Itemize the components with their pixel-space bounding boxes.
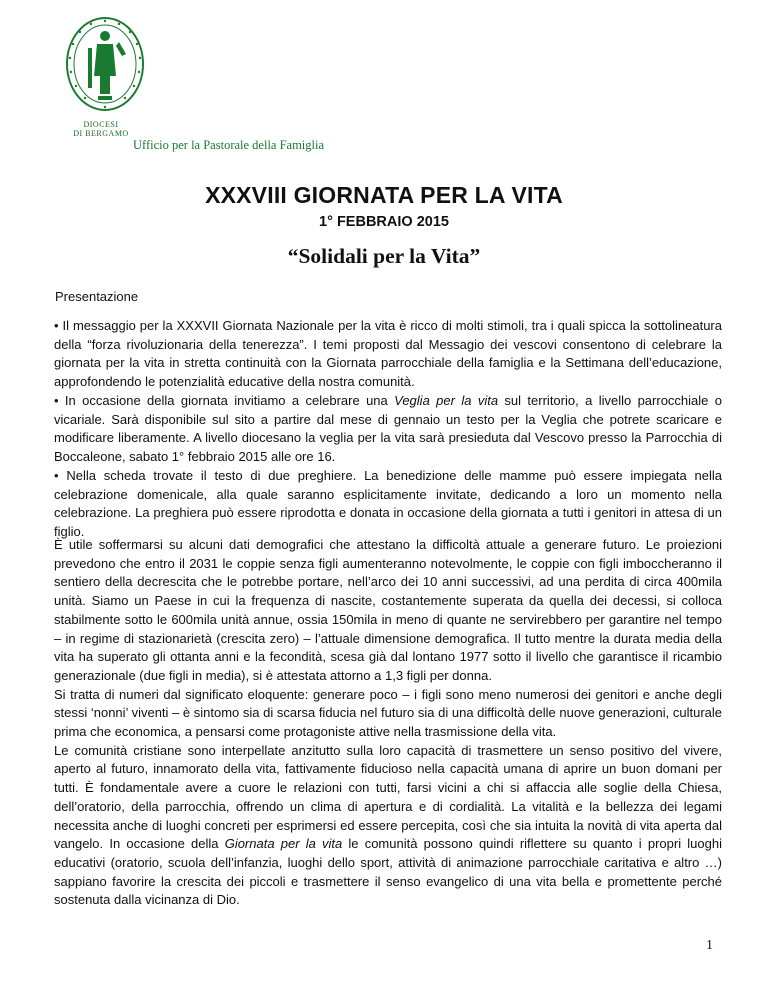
diocese-line-1: DIOCESI <box>83 120 119 129</box>
paragraph-2 <box>54 392 722 467</box>
diocese-name <box>70 120 132 138</box>
paragraph-group-main <box>54 536 722 910</box>
diocese-line-2: DI BERGAMO <box>73 129 129 138</box>
section-label: Presentazione <box>55 289 139 304</box>
paragraph-2-text-b: sul territorio, a livello parrocchiale o vicariale. Sarà disponibile sul sito a partire dal mese di gennaio un testo per la Veglia che potrete scaricare e modificare liberamente. A livello diocesano la veglia per la vita sarà presieduta dal Vescovo presso la Parrocchia di Boccaleone, sabato 1° febbraio 2015 alle ore 16. <box>54 393 722 465</box>
paragraph-1-text: • Il messaggio per la XXXVII Giornata Nazionale per la vita è ricco di molti stimoli, tra i quali spicca la sottolineatura della “forza rivoluzionaria della tenerezza”. I temi proposti dal Messagio dei vescovi consentono di celebrare la giornata per la vita in stretta continuità con la Giornata parrocchiale della famiglia e la Settimana dell’educazione, approfondendo le potenzialità educative della nostra comunità. <box>54 318 722 390</box>
paragraph-6-text-b: le comunità possono quindi riflettere su quanto i propri luoghi educativi (oratorio, scuola dell’infanzia, luoghi dello sport, attività di animazione parrocchiale caritativa e altro …) sappiano favorire la crescita dei piccoli e trasmettere il senso evangelico di una vita bella e promettente perché sostenuta dalla vicinanza di Dio. <box>54 836 722 908</box>
page-title: XXXVIII GIORNATA PER LA VITA <box>205 182 563 208</box>
diocese-seal-icon <box>64 14 146 114</box>
paragraph-3 <box>54 467 722 542</box>
paragraph-2-italic: Veglia per la vita <box>394 393 499 408</box>
paragraph-1 <box>54 317 722 392</box>
page-number: 1 <box>706 938 713 953</box>
paragraph-6-italic: Giornata per la vita <box>224 836 343 852</box>
office-name: Ufficio per la Pastorale della Famiglia <box>133 138 325 152</box>
event-date: 1° FEBBRAIO 2015 <box>319 214 449 230</box>
paragraph-4-text: È utile soffermarsi su alcuni dati demografici che attestano la difficoltà attuale a generare futuro. Le proiezioni prevedono che entro il 2031 le coppie senza figli aumenteranno notevolmente, le coppie con figli imboccheranno il sentiero della decrescita che le potrebbe portare, nell’arco dei 10 anni successivi, ad una perdita di circa 400mila unità. Siamo un Paese in cui la frequenza di nascite, costantemente superata da quella dei decessi, si colloca stabilmente sotto le 600mila unità annue, ossia 150mila in meno di quante ne servirebbero per garantire nel tempo – in regime di stazionarietà (crescita zero) – l’attuale dimensione demografica. Il tutto mentre la durata media della vita ha superato gli ottanta anni e la fecondità, scesa già dal lontano 1977 sotto il livello che garantisce il ricambio generazionale (due figli in media), si è attestata attorno a 1,3 figli per donna. <box>54 537 722 683</box>
paragraph-6 <box>54 742 722 910</box>
motto: “Solidali per la Vita” <box>287 244 481 268</box>
paragraph-5-text: Si tratta di numeri dal significato eloquente: generare poco – i figli sono meno numerosi dei genitori e anche degli stessi ‘nonni’ viventi – è sintomo sia di scarsa fiducia nel futuro sia di una difficoltà delle nuove generazioni, culturale prima che economica, a pensarsi come protagoniste attive nella trasmissione della vita. <box>54 686 722 740</box>
paragraph-6-text-a: Le comunità cristiane sono interpellate anzitutto sulla loro capacità di trasmettere un senso positivo del vivere, aperto al futuro, innamorato della vita, fattivamente fiducioso nella capacità umana di aprire un buon domani per tutti. È fondamentale avere a cuore le relazioni con tutti, farsi vicini a chi si affaccia alle soglie della Chiesa, dell’oratorio, della parrocchia, offrendo un clima di apertura e di cordialità. La vitalità e la bellezza dei legami necessita anche di luoghi concreti per esprimersi ed essere percepita, così che sia intuita la novità di vita aperta dal vangelo. In occasione della <box>54 742 722 852</box>
paragraph-3-text: • Nella scheda trovate il testo di due preghiere. La benedizione delle mamme può essere impiegata nella celebrazione domenicale, alla quale saranno esplicitamente invitate, dedicando a loro un momento nella celebrazione. La preghiera può essere riprodotta e donata in occasione della giornata a tutti i genitori in attesa di un figlio. <box>54 468 722 540</box>
paragraph-2-text-a: • In occasione della giornata invitiamo a celebrare una <box>54 393 395 408</box>
